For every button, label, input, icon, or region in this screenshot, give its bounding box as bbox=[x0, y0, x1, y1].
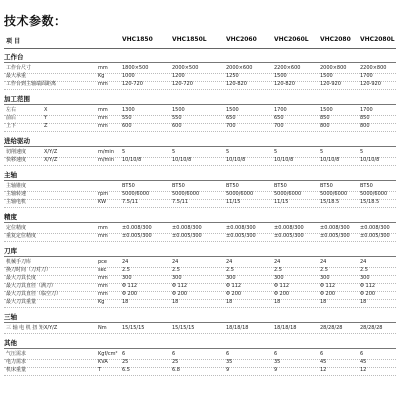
value-cell: 5000/6000 bbox=[274, 191, 302, 197]
row-axis: X bbox=[44, 107, 48, 113]
value-cell: Φ 112 bbox=[274, 283, 290, 289]
row-unit: mm bbox=[98, 115, 108, 121]
value-cell: 6 bbox=[172, 351, 176, 357]
model-column-header: VHC1850 bbox=[122, 36, 153, 43]
value-cell: 12 bbox=[320, 367, 327, 373]
row-unit: mm bbox=[98, 65, 108, 71]
value-cell: 650 bbox=[226, 115, 236, 121]
value-cell: 1800×500 bbox=[122, 65, 149, 71]
value-cell: 9 bbox=[274, 367, 278, 373]
value-cell: 1500 bbox=[226, 107, 239, 113]
value-cell: 11/15 bbox=[274, 199, 289, 205]
value-cell: 10/10/8 bbox=[172, 157, 192, 163]
value-cell: Φ 112 bbox=[320, 283, 336, 289]
model-column-header: VHC1850L bbox=[172, 36, 207, 43]
table-row bbox=[4, 81, 396, 89]
value-cell: 120-920 bbox=[320, 81, 341, 87]
value-cell: Φ 112 bbox=[226, 283, 242, 289]
table-row bbox=[4, 299, 396, 307]
value-cell: 550 bbox=[122, 115, 132, 121]
value-cell: ±0.008/300 bbox=[274, 225, 304, 231]
value-cell: BT50 bbox=[226, 183, 239, 189]
value-cell: 24 bbox=[320, 259, 327, 265]
value-cell: 120-720 bbox=[172, 81, 193, 87]
row-axis: X/Y/Z bbox=[44, 157, 58, 163]
value-cell: Φ 200 bbox=[226, 291, 242, 297]
value-cell: 25 bbox=[172, 359, 179, 365]
model-column-header: VHC2060L bbox=[274, 36, 309, 43]
value-cell: 1500 bbox=[320, 107, 333, 113]
row-label: 最大刀具重量 bbox=[6, 299, 37, 305]
section-divider bbox=[4, 180, 396, 181]
row-label: 前后 bbox=[6, 115, 17, 121]
model-column-header: VHC2080L bbox=[360, 36, 395, 43]
value-cell: 5 bbox=[360, 149, 364, 155]
value-cell: 45 bbox=[360, 359, 367, 365]
value-cell: BT50 bbox=[360, 183, 373, 189]
value-cell: BT50 bbox=[122, 183, 135, 189]
table-row bbox=[4, 351, 396, 359]
value-cell: 1700 bbox=[360, 73, 373, 79]
row-unit: Kg bbox=[98, 73, 105, 79]
row-divider bbox=[4, 89, 396, 90]
table-row bbox=[4, 115, 396, 123]
value-cell: 25 bbox=[122, 359, 129, 365]
value-cell: ±0.008/300 bbox=[172, 225, 202, 231]
row-unit: Nm bbox=[98, 325, 107, 331]
value-cell: 5000/6000 bbox=[320, 191, 348, 197]
value-cell: 120-720 bbox=[122, 81, 143, 87]
value-cell: 18 bbox=[360, 299, 367, 305]
value-cell: 5000/6000 bbox=[122, 191, 150, 197]
value-cell: 28/28/28 bbox=[360, 325, 383, 331]
value-cell: 5 bbox=[320, 149, 324, 155]
value-cell: ±0.008/300 bbox=[122, 225, 152, 231]
section-title: 刀库 bbox=[4, 247, 17, 255]
table-row bbox=[4, 325, 396, 333]
row-unit: mm bbox=[98, 107, 108, 113]
value-cell: 1500 bbox=[320, 73, 333, 79]
value-cell: 10/10/8 bbox=[320, 157, 340, 163]
value-cell: 24 bbox=[172, 259, 179, 265]
table-row bbox=[4, 191, 396, 199]
section-title: 进给驱动 bbox=[4, 137, 30, 145]
value-cell: 300 bbox=[226, 275, 236, 281]
value-cell: 600 bbox=[172, 123, 182, 129]
value-cell: 550 bbox=[172, 115, 182, 121]
value-cell: 120-820 bbox=[226, 81, 247, 87]
row-axis: X/Y/Z bbox=[44, 149, 58, 155]
row-unit: T bbox=[98, 367, 102, 373]
value-cell: 28/28/28 bbox=[320, 325, 343, 331]
row-unit: m/min bbox=[98, 157, 114, 163]
value-cell: Φ 200 bbox=[320, 291, 336, 297]
row-divider bbox=[4, 333, 396, 334]
value-cell: 18 bbox=[320, 299, 327, 305]
value-cell: 24 bbox=[360, 259, 367, 265]
row-unit: mm bbox=[98, 283, 108, 289]
value-cell: 2.5 bbox=[360, 267, 368, 273]
row-label: 换刀时间（刀对刀） bbox=[6, 267, 52, 273]
row-unit: mm bbox=[98, 275, 108, 281]
value-cell: ±0.005/300 bbox=[360, 233, 390, 239]
row-divider bbox=[4, 165, 396, 166]
section-title: 工作台 bbox=[4, 53, 24, 61]
value-cell: 2000×500 bbox=[172, 65, 199, 71]
value-cell: 24 bbox=[274, 259, 281, 265]
row-axis: X/Y/Z bbox=[44, 325, 58, 331]
row-label: 工作台到主轴端面距离 bbox=[6, 81, 57, 87]
header-divider bbox=[4, 48, 396, 49]
value-cell: 5 bbox=[122, 149, 126, 155]
value-cell: 700 bbox=[226, 123, 236, 129]
row-label: 电力需求 bbox=[6, 359, 27, 365]
value-cell: Φ 112 bbox=[122, 283, 138, 289]
row-label: 最大刀具直径（满刀） bbox=[6, 283, 57, 289]
value-cell: 6 bbox=[226, 351, 230, 357]
value-cell: 2.5 bbox=[274, 267, 282, 273]
row-label: 气压需求 bbox=[6, 351, 27, 357]
row-unit: mm bbox=[98, 225, 108, 231]
value-cell: 650 bbox=[274, 115, 284, 121]
table-row bbox=[4, 259, 396, 267]
value-cell: 5 bbox=[172, 149, 176, 155]
row-label: 快移速度 bbox=[6, 157, 27, 163]
value-cell: 2200×800 bbox=[360, 65, 387, 71]
table-row bbox=[4, 183, 396, 191]
value-cell: 6 bbox=[122, 351, 126, 357]
table-row bbox=[4, 225, 396, 233]
table-row bbox=[4, 267, 396, 275]
value-cell: 15/15/15 bbox=[172, 325, 195, 331]
value-cell: 300 bbox=[172, 275, 182, 281]
value-cell: 120-920 bbox=[360, 81, 381, 87]
value-cell: 35 bbox=[274, 359, 281, 365]
value-cell: 18/18/18 bbox=[226, 325, 249, 331]
value-cell: ±0.005/300 bbox=[320, 233, 350, 239]
row-label: 机械手刀库 bbox=[6, 259, 32, 265]
value-cell: 300 bbox=[320, 275, 330, 281]
value-cell: Φ 200 bbox=[122, 291, 138, 297]
value-cell: 6.5 bbox=[122, 367, 130, 373]
value-cell: 18 bbox=[172, 299, 179, 305]
value-cell: ±0.005/300 bbox=[226, 233, 256, 239]
value-cell: 18/18/18 bbox=[274, 325, 297, 331]
value-cell: BT50 bbox=[274, 183, 287, 189]
row-label: 工作台尺寸 bbox=[6, 65, 32, 71]
row-divider bbox=[4, 307, 396, 308]
value-cell: 1700 bbox=[360, 107, 373, 113]
value-cell: 6 bbox=[320, 351, 324, 357]
value-cell: 15/18.5 bbox=[320, 199, 340, 205]
value-cell: 10/10/8 bbox=[226, 157, 246, 163]
value-cell: 1700 bbox=[274, 107, 287, 113]
table-row bbox=[4, 123, 396, 131]
row-label: 最大承重 bbox=[6, 73, 27, 79]
value-cell: 35 bbox=[226, 359, 233, 365]
row-label: 主轴电机 bbox=[6, 199, 27, 205]
table-row bbox=[4, 149, 396, 157]
value-cell: Φ 200 bbox=[360, 291, 376, 297]
value-cell: Φ 112 bbox=[172, 283, 188, 289]
model-column-header: VHC2080 bbox=[320, 36, 351, 43]
value-cell: Φ 200 bbox=[274, 291, 290, 297]
row-label: 定位精度 bbox=[6, 225, 27, 231]
value-cell: ±0.005/300 bbox=[122, 233, 152, 239]
value-cell: 10/10/8 bbox=[122, 157, 142, 163]
value-cell: 2.5 bbox=[226, 267, 234, 273]
row-label: 最大刀具长度 bbox=[6, 275, 37, 281]
table-row bbox=[4, 283, 396, 291]
row-label: 最大刀具直径（临空刀） bbox=[6, 291, 62, 297]
section-divider bbox=[4, 322, 396, 323]
value-cell: ±0.005/300 bbox=[274, 233, 304, 239]
value-cell: 1300 bbox=[122, 107, 135, 113]
row-label: 主轴锥度 bbox=[6, 183, 27, 189]
table-row bbox=[4, 233, 396, 241]
section-title: 其他 bbox=[4, 339, 17, 347]
section-title: 三轴 bbox=[4, 313, 17, 321]
table-row bbox=[4, 157, 396, 165]
value-cell: 1200 bbox=[172, 73, 185, 79]
row-divider bbox=[4, 375, 396, 376]
section-divider bbox=[4, 256, 396, 257]
value-cell: 1250 bbox=[226, 73, 239, 79]
value-cell: 5 bbox=[274, 149, 278, 155]
row-unit: mm bbox=[98, 123, 108, 129]
value-cell: 18 bbox=[122, 299, 129, 305]
value-cell: 2000×600 bbox=[226, 65, 253, 71]
value-cell: BT50 bbox=[320, 183, 333, 189]
value-cell: 7.5/11 bbox=[172, 199, 188, 205]
value-cell: 12 bbox=[360, 367, 367, 373]
value-cell: 7.5/11 bbox=[122, 199, 138, 205]
value-cell: 2000×800 bbox=[320, 65, 347, 71]
section-title: 精度 bbox=[4, 213, 17, 221]
section-divider bbox=[4, 146, 396, 147]
value-cell: ±0.008/300 bbox=[360, 225, 390, 231]
value-cell: 300 bbox=[274, 275, 284, 281]
value-cell: 1500 bbox=[172, 107, 185, 113]
row-divider bbox=[4, 241, 396, 242]
value-cell: 800 bbox=[320, 123, 330, 129]
value-cell: ±0.008/300 bbox=[226, 225, 256, 231]
value-cell: 850 bbox=[360, 115, 370, 121]
row-unit: mm bbox=[98, 233, 108, 239]
row-divider bbox=[4, 207, 396, 208]
value-cell: 2.5 bbox=[172, 267, 180, 273]
value-cell: 2.5 bbox=[122, 267, 130, 273]
table-row bbox=[4, 275, 396, 283]
value-cell: 850 bbox=[320, 115, 330, 121]
section-title: 加工范围 bbox=[4, 95, 30, 103]
value-cell: 10/10/8 bbox=[274, 157, 294, 163]
value-cell: Φ 200 bbox=[172, 291, 188, 297]
table-row bbox=[4, 367, 396, 375]
table-header bbox=[4, 36, 396, 46]
row-unit: sec bbox=[98, 267, 107, 273]
value-cell: 18 bbox=[274, 299, 281, 305]
value-cell: 15/18.5 bbox=[360, 199, 380, 205]
value-cell: 800 bbox=[360, 123, 370, 129]
value-cell: 2.5 bbox=[320, 267, 328, 273]
value-cell: 600 bbox=[122, 123, 132, 129]
value-cell: 6 bbox=[360, 351, 364, 357]
row-label: 上下 bbox=[6, 123, 17, 129]
row-label: 切削速度 bbox=[6, 149, 27, 155]
value-cell: 1500 bbox=[274, 73, 287, 79]
value-cell: 1000 bbox=[122, 73, 135, 79]
table-row bbox=[4, 65, 396, 73]
model-column-header: VHC2060 bbox=[226, 36, 257, 43]
page-title: 技术参数： bbox=[4, 14, 67, 28]
value-cell: 120-820 bbox=[274, 81, 295, 87]
table-row bbox=[4, 199, 396, 207]
table-row bbox=[4, 107, 396, 115]
value-cell: ±0.005/300 bbox=[172, 233, 202, 239]
row-unit: mm bbox=[98, 81, 108, 87]
row-unit: Kgf/cm² bbox=[98, 351, 118, 357]
value-cell: 2200×600 bbox=[274, 65, 301, 71]
value-cell: Φ 112 bbox=[360, 283, 376, 289]
value-cell: 18 bbox=[226, 299, 233, 305]
section-divider bbox=[4, 104, 396, 105]
value-cell: 5000/6000 bbox=[172, 191, 200, 197]
section-divider bbox=[4, 222, 396, 223]
row-unit: m/min bbox=[98, 149, 114, 155]
section-divider bbox=[4, 62, 396, 63]
section-divider bbox=[4, 348, 396, 349]
value-cell: 5 bbox=[226, 149, 230, 155]
row-label: 左右 bbox=[6, 107, 17, 113]
row-label: 主轴转速 bbox=[6, 191, 27, 197]
header-label: 项 目 bbox=[6, 38, 21, 45]
table-row bbox=[4, 359, 396, 367]
row-unit: pce bbox=[98, 259, 107, 265]
value-cell: 15/15/15 bbox=[122, 325, 145, 331]
value-cell: 10/10/8 bbox=[360, 157, 380, 163]
row-label: 机床重量 bbox=[6, 367, 27, 373]
row-unit: KW bbox=[98, 199, 107, 205]
value-cell: 11/15 bbox=[226, 199, 241, 205]
value-cell: 300 bbox=[122, 275, 132, 281]
row-unit: rpm bbox=[98, 191, 109, 197]
row-unit: mm bbox=[98, 291, 108, 297]
value-cell: 700 bbox=[274, 123, 284, 129]
row-axis: Y bbox=[44, 115, 48, 121]
value-cell: 9 bbox=[226, 367, 230, 373]
row-unit: Kg bbox=[98, 299, 105, 305]
table-row bbox=[4, 291, 396, 299]
section-title: 主轴 bbox=[4, 171, 17, 179]
value-cell: BT50 bbox=[172, 183, 185, 189]
value-cell: 5000/6000 bbox=[226, 191, 254, 197]
value-cell: 6 bbox=[274, 351, 278, 357]
row-unit: KVA bbox=[98, 359, 108, 365]
value-cell: 45 bbox=[320, 359, 327, 365]
row-axis: Z bbox=[44, 123, 48, 129]
value-cell: 24 bbox=[226, 259, 233, 265]
row-label: 重复定位精度 bbox=[6, 233, 37, 239]
value-cell: 24 bbox=[122, 259, 129, 265]
table-row bbox=[4, 73, 396, 81]
value-cell: 6.8 bbox=[172, 367, 180, 373]
row-divider bbox=[4, 131, 396, 132]
row-label: 三 轴 电 机 扭 矩 bbox=[6, 325, 44, 331]
value-cell: 5000/6000 bbox=[360, 191, 388, 197]
value-cell: 300 bbox=[360, 275, 370, 281]
value-cell: ±0.008/300 bbox=[320, 225, 350, 231]
